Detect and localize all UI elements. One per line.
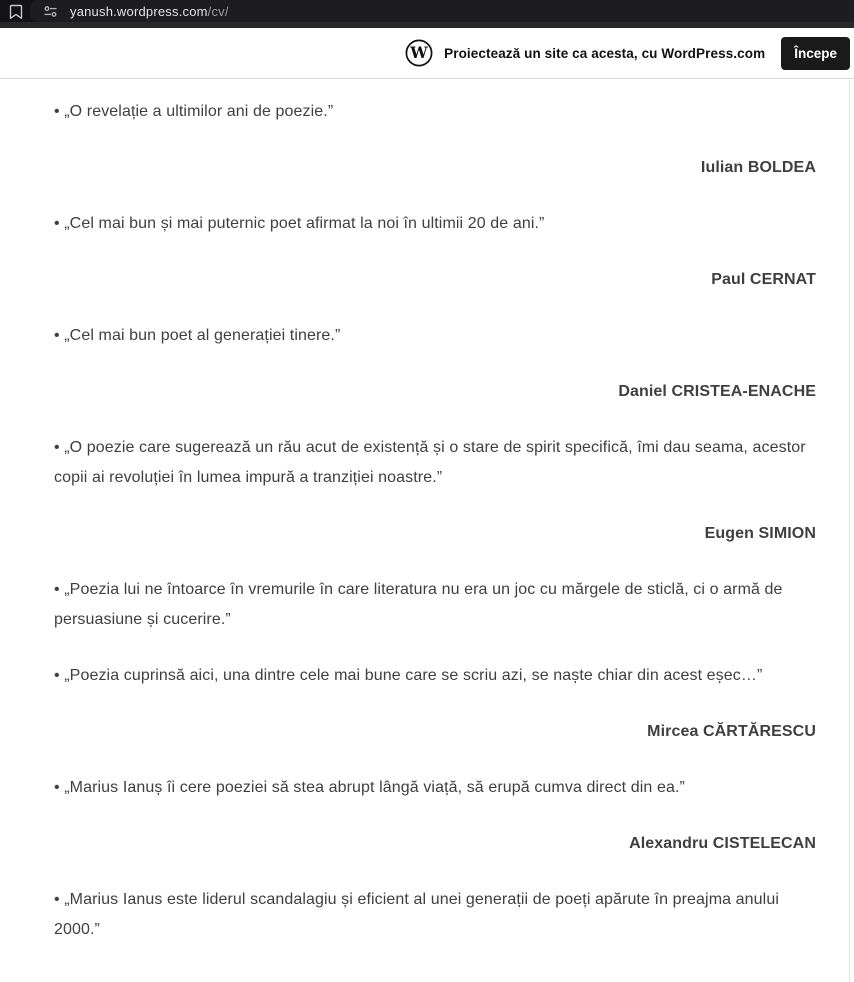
quote-block bbox=[54, 885, 816, 945]
quote-author: Daniel CRISTEA-ENACHE bbox=[618, 383, 816, 400]
scrollbar-track[interactable] bbox=[849, 80, 850, 982]
quote-text: • „Marius Ianus este liderul scandalagiu și eficient al unei generații de poeți apărute în preajma anului 2000.” bbox=[54, 891, 779, 938]
quote-author: Iulian BOLDEA bbox=[700, 159, 816, 176]
quote-author: Eugen SIMION bbox=[704, 525, 816, 542]
page-content bbox=[0, 79, 854, 945]
url-path: /cv/ bbox=[207, 3, 229, 19]
quote-block bbox=[54, 97, 816, 183]
quote-text: • „O revelație a ultimilor ani de poezie.” bbox=[54, 103, 334, 120]
tune-icon[interactable] bbox=[42, 3, 58, 19]
bookmark-icon[interactable] bbox=[8, 3, 24, 20]
quote-author: Mircea CĂRTĂRESCU bbox=[647, 723, 816, 740]
quote-author: Paul CERNAT bbox=[711, 271, 816, 288]
quote-text: • „Cel mai bun și mai puternic poet afirmat la noi în ultimii 20 de ani.” bbox=[54, 215, 545, 232]
url-text[interactable] bbox=[70, 4, 229, 19]
wordpress-banner bbox=[0, 28, 854, 79]
address-bar[interactable] bbox=[30, 0, 854, 22]
url-domain: yanush.wordpress.com bbox=[70, 3, 208, 19]
quote-block bbox=[54, 321, 816, 407]
quote-block bbox=[54, 433, 816, 549]
browser-bar bbox=[0, 0, 854, 28]
svg-text:W: W bbox=[410, 43, 428, 63]
quote-text: • „Cel mai bun poet al generației tinere.” bbox=[54, 327, 341, 344]
quote-text: • „O poezie care sugerează un rău acut de existență și o stare de spirit specifică, îmi dau seama, acestor copii ai revoluției în lumea impură a tranziției noastre.” bbox=[54, 439, 806, 486]
quote-text: • „Poezia cuprinsă aici, una dintre cele mai bune care se scriu azi, se naște chiar din acest eșec…” bbox=[54, 667, 763, 684]
wordpress-logo-icon bbox=[405, 39, 433, 67]
quote-block bbox=[54, 209, 816, 295]
quote-block bbox=[54, 773, 816, 859]
quote-block bbox=[54, 575, 816, 747]
quote-text: • „Marius Ianuș îi cere poeziei să stea abrupt lângă viață, să erupă cumva direct din ea.” bbox=[54, 779, 685, 796]
quote-text: • „Poezia lui ne întoarce în vremurile în care literatura nu era un joc cu mărgele de sticlă, ci o armă de persuasiune și cucerire.” bbox=[54, 581, 783, 628]
banner-message: Proiectează un site ca acesta, cu WordPress.com bbox=[444, 45, 766, 61]
banner-cta-button[interactable]: Începe bbox=[781, 37, 850, 70]
quote-author: Alexandru CISTELECAN bbox=[629, 835, 816, 852]
